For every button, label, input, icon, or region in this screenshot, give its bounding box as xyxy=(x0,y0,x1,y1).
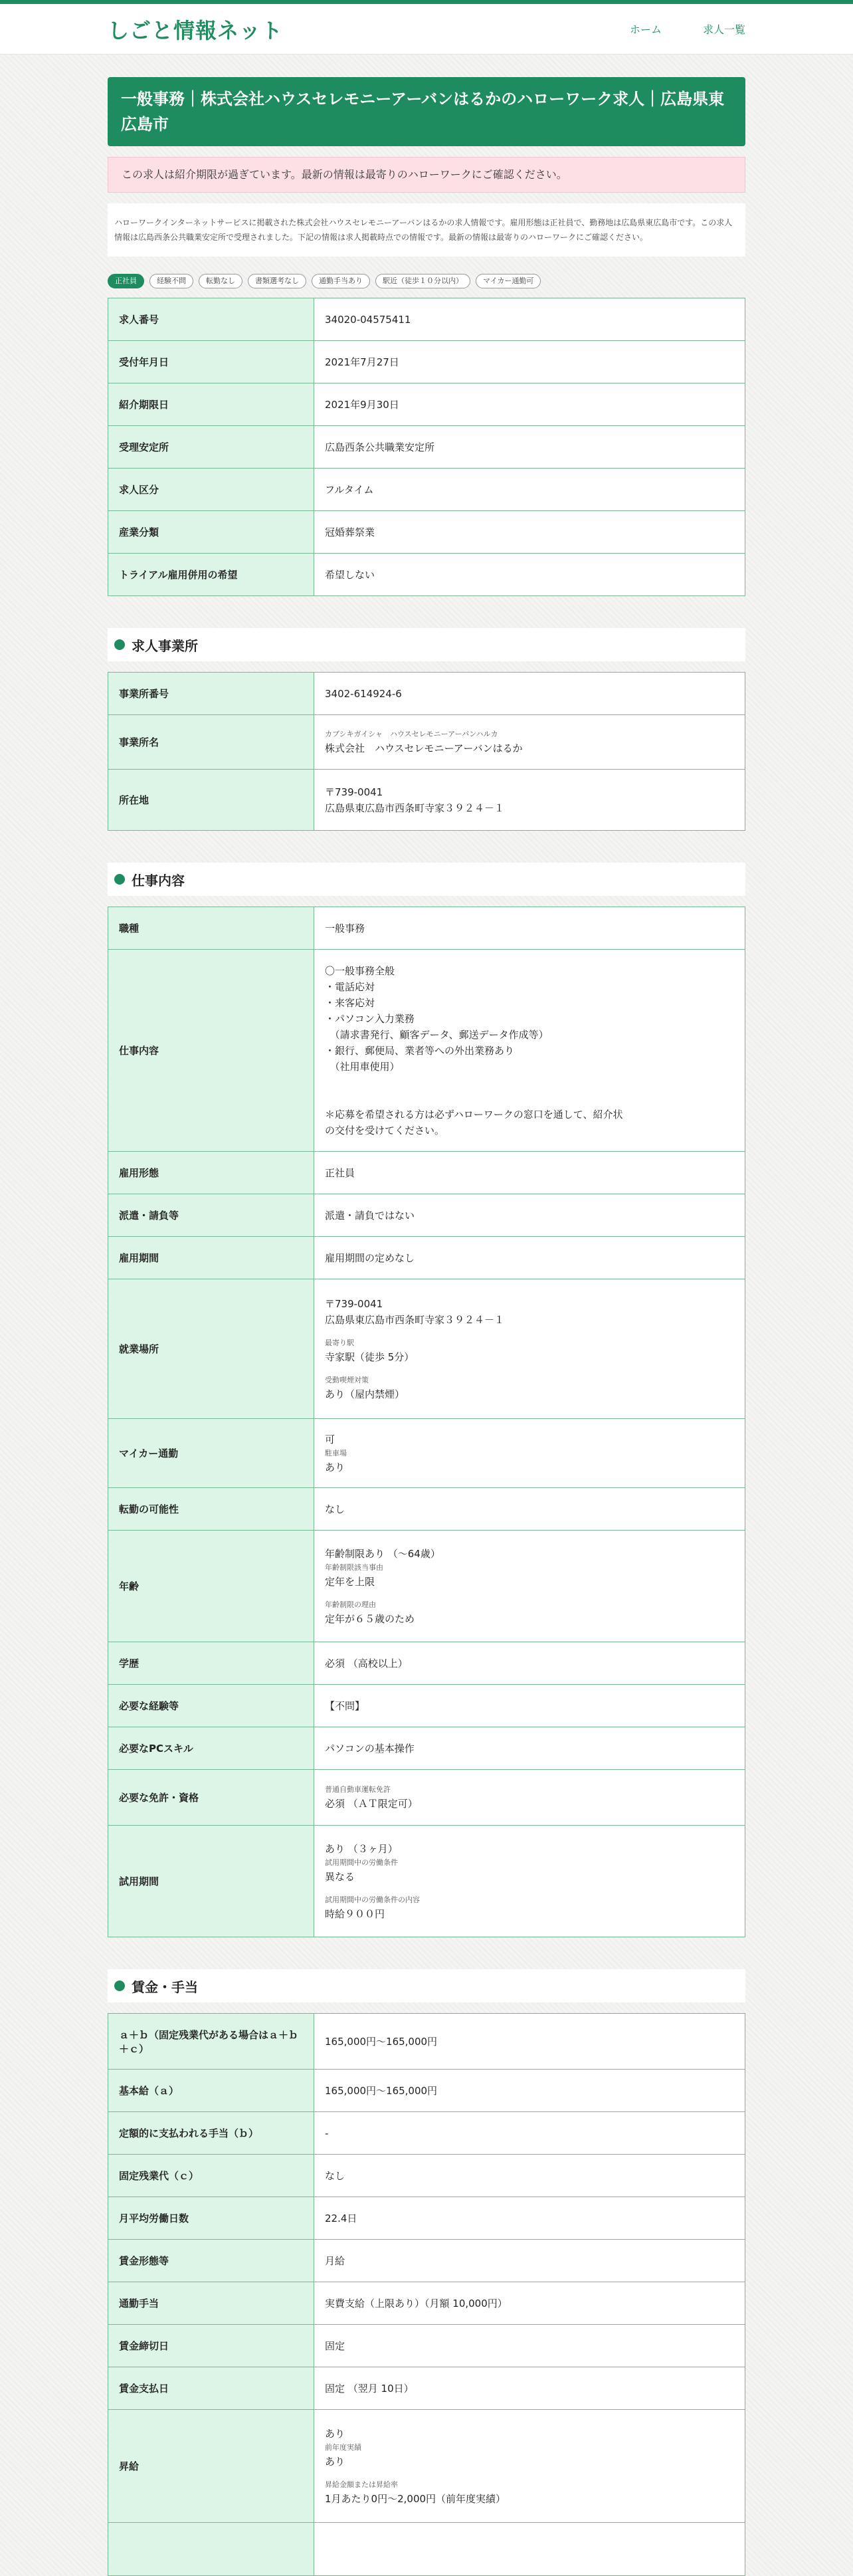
site-header xyxy=(0,4,853,54)
raise-record-label: 前年度実績 xyxy=(325,2442,361,2452)
row-label: 定額的に支払われる手当（ｂ） xyxy=(108,2112,314,2155)
station-label: 最寄り駅 xyxy=(325,1338,354,1347)
tag-commute-allowance: 通勤手当あり xyxy=(312,274,370,288)
row-value: 実費支給（上限あり）（月額 10,000円） xyxy=(314,2282,745,2325)
table-row xyxy=(108,383,745,426)
row-value: 固定 （翌月 10日） xyxy=(314,2367,745,2410)
section-title: 求人事業所 xyxy=(132,637,198,654)
bullet-dot-icon xyxy=(114,639,125,650)
transfer-possibility: なし xyxy=(314,1488,745,1531)
table-row xyxy=(108,1488,745,1531)
workplace-address: 広島県東広島市西条町寺家３９２４－１ xyxy=(325,1313,505,1326)
row-label: 賃金形態等 xyxy=(108,2240,314,2282)
site-nav xyxy=(630,21,745,37)
row-value: - xyxy=(314,2112,745,2155)
table-row xyxy=(108,2197,745,2240)
table-row xyxy=(108,1194,745,1237)
row-label: 試用期間 xyxy=(108,1826,314,1937)
row-value: 22.4日 xyxy=(314,2197,745,2240)
row-label: 職種 xyxy=(108,907,314,950)
row-label: 事業所番号 xyxy=(108,673,314,715)
table-row xyxy=(108,2070,745,2112)
table-row xyxy=(108,907,745,950)
table-row xyxy=(108,426,745,469)
row-label: 事業所名 xyxy=(108,715,314,770)
row-label: 必要な免許・資格 xyxy=(108,1770,314,1826)
tag-car-commute: マイカー通勤可 xyxy=(476,274,541,288)
row-label: 受付年月日 xyxy=(108,341,314,383)
trial-details: 時給９００円 xyxy=(325,1907,385,1920)
office-name-kana: カブシキガイシャ ハウスセレモニーアーバンハルカ xyxy=(325,729,498,738)
intro-text: ハローワークインターネットサービスに掲載された株式会社ハウスセレモニーアーバンはるかの求人情報です。雇用形態は正社員で、勤務地は広島県東広島市です。この求人情報は広島西条公共職業安定所で受理されました。下記の情報は求人掲載時点での情報です。最新の情報は最寄りのハローワークにご確認ください。 xyxy=(108,203,745,257)
license-name: 普通自動車運転免許 xyxy=(325,1784,391,1794)
section-heading-wage xyxy=(108,1969,745,2002)
main-content xyxy=(108,54,745,2576)
row-label: 賃金支払日 xyxy=(108,2367,314,2410)
table-row xyxy=(108,1642,745,1685)
table-row xyxy=(108,1531,745,1642)
job-table xyxy=(108,907,745,1937)
expired-alert: この求人は紹介期限が過ぎています。最新の情報は最寄りのハローワークにご確認ください。 xyxy=(108,157,745,193)
row-label: 仕事内容 xyxy=(108,950,314,1152)
raise: あり xyxy=(325,2427,345,2440)
section-heading-job xyxy=(108,863,745,896)
row-label: 派遣・請負等 xyxy=(108,1194,314,1237)
job-type: 一般事務 xyxy=(314,907,745,950)
table-row xyxy=(108,469,745,511)
table-row xyxy=(108,341,745,383)
car-commute: 可 xyxy=(325,1433,335,1446)
site-logo[interactable]: しごと情報ネット xyxy=(108,17,284,43)
row-value: 希望しない xyxy=(314,554,745,596)
table-row xyxy=(108,950,745,1152)
row-label: 転勤の可能性 xyxy=(108,1488,314,1531)
workplace-zip: 〒739-0041 xyxy=(325,1297,383,1310)
trial-conditions: 異なる xyxy=(325,1870,355,1883)
row-label: 産業分類 xyxy=(108,511,314,554)
row-label: 受理安定所 xyxy=(108,426,314,469)
smoking-label: 受動喫煙対策 xyxy=(325,1375,369,1384)
age-reason: 定年を上限 xyxy=(325,1575,375,1588)
office-address: 広島県東広島市西条町寺家３９２４－１ xyxy=(325,802,505,814)
tag-regular-employee: 正社員 xyxy=(108,274,144,288)
table-row xyxy=(108,298,745,341)
row-value: 月給 xyxy=(314,2240,745,2282)
education: 必須 （高校以上） xyxy=(314,1642,745,1685)
parking: あり xyxy=(325,1461,345,1473)
section-heading-office xyxy=(108,628,745,661)
section-title: 仕事内容 xyxy=(132,872,185,889)
basic-info-table xyxy=(108,298,745,596)
row-label: 基本給（ａ） xyxy=(108,2070,314,2112)
row-label: 学歴 xyxy=(108,1642,314,1685)
employment-period: 雇用期間の定めなし xyxy=(314,1237,745,1279)
office-number: 3402-614924-6 xyxy=(314,673,745,715)
table-row xyxy=(108,2367,745,2410)
table-row xyxy=(108,1685,745,1727)
tag-no-document-screening: 書類選考なし xyxy=(248,274,306,288)
raise-record: あり xyxy=(325,2455,345,2468)
nav-home-link[interactable]: ホーム xyxy=(629,23,662,36)
table-row xyxy=(108,511,745,554)
row-value: 165,000円〜165,000円 xyxy=(314,2014,745,2070)
row-value: 広島西条公共職業安定所 xyxy=(314,426,745,469)
job-description: 〇一般事務全般 ・電話応対 ・来客応対 ・パソコン入力業務 （請求書発行、顧客データ、郵送データ作成等） ・銀行、郵便局、業者等への外出業務あり （社用車使用） ＊応募を希望される方は必ずハローワークの窓口を通して、紹介状 の交付を受けてください。 xyxy=(314,950,745,1152)
row-value: 34020-04575411 xyxy=(314,298,745,341)
row-label: 賃金締切日 xyxy=(108,2325,314,2367)
row-label: 昇給 xyxy=(108,2410,314,2523)
age-cause-label: 年齢制限の理由 xyxy=(325,1600,376,1609)
table-row xyxy=(108,1237,745,1279)
trial-period: あり （３ヶ月） xyxy=(325,1842,398,1855)
row-label: 求人番号 xyxy=(108,298,314,341)
tag-no-transfer: 転勤なし xyxy=(199,274,242,288)
feature-tags xyxy=(108,274,745,288)
raise-amount-label: 昇給金額または昇給率 xyxy=(325,2480,398,2489)
row-label: 紹介期限日 xyxy=(108,383,314,426)
employment-type: 正社員 xyxy=(314,1152,745,1194)
table-row xyxy=(108,715,745,770)
row-value: なし xyxy=(314,2155,745,2197)
trial-conditions-label: 試用期間中の労働条件 xyxy=(325,1858,398,1867)
table-row xyxy=(108,1419,745,1488)
nav-job-list-link[interactable]: 求人一覧 xyxy=(702,23,745,36)
table-row xyxy=(108,2282,745,2325)
row-value: フルタイム xyxy=(314,469,745,511)
row-label: 求人区分 xyxy=(108,469,314,511)
row-label: 雇用形態 xyxy=(108,1152,314,1194)
office-name: 株式会社 ハウスセレモニーアーバンはるか xyxy=(325,742,523,754)
parking-label: 駐車場 xyxy=(325,1448,347,1457)
bullet-dot-icon xyxy=(114,874,125,885)
table-row xyxy=(108,1727,745,1770)
page-title: 一般事務｜株式会社ハウスセレモニーアーバンはるかのハローワーク求人｜広島県東広島市 xyxy=(108,77,745,146)
pc-skills: パソコンの基本操作 xyxy=(314,1727,745,1770)
trial-details-label: 試用期間中の労働条件の内容 xyxy=(325,1895,420,1904)
row-label: 年齢 xyxy=(108,1531,314,1642)
row-label: 固定残業代（ｃ） xyxy=(108,2155,314,2197)
row-label: 就業場所 xyxy=(108,1279,314,1419)
table-row xyxy=(108,2112,745,2155)
row-value: 2021年7月27日 xyxy=(314,341,745,383)
table-row xyxy=(108,2014,745,2070)
table-row xyxy=(108,770,745,831)
office-table xyxy=(108,672,745,831)
table-row xyxy=(108,2523,745,2576)
row-label: 必要な経験等 xyxy=(108,1685,314,1727)
raise-amount: 1月あたり0円〜2,000円（前年度実績） xyxy=(325,2492,506,2505)
table-row xyxy=(108,2325,745,2367)
age-cause: 定年が６５歳のため xyxy=(325,1612,415,1625)
row-label: 必要なPCスキル xyxy=(108,1727,314,1770)
row-label: マイカー通勤 xyxy=(108,1419,314,1488)
row-value: 冠婚葬祭業 xyxy=(314,511,745,554)
dispatch-status: 派遣・請負ではない xyxy=(314,1194,745,1237)
tag-near-station: 駅近（徒歩１０分以内） xyxy=(375,274,470,288)
table-row xyxy=(108,673,745,715)
section-title: 賃金・手当 xyxy=(132,1979,198,1995)
table-row xyxy=(108,2155,745,2197)
table-row xyxy=(108,1770,745,1826)
row-label: ａ＋ｂ（固定残業代がある場合はａ＋ｂ＋ｃ） xyxy=(108,2014,314,2070)
row-value: 固定 xyxy=(314,2325,745,2367)
smoking-policy: あり（屋内禁煙） xyxy=(325,1388,405,1400)
age-reason-label: 年齢制限該当事由 xyxy=(325,1562,383,1572)
table-row xyxy=(108,1279,745,1419)
tag-no-experience: 経験不問 xyxy=(149,274,193,288)
table-row xyxy=(108,2240,745,2282)
row-label: 月平均労働日数 xyxy=(108,2197,314,2240)
table-row xyxy=(108,554,745,596)
row-label: 通勤手当 xyxy=(108,2282,314,2325)
required-experience: 【不問】 xyxy=(314,1685,745,1727)
table-row xyxy=(108,1826,745,1937)
row-label: トライアル雇用併用の希望 xyxy=(108,554,314,596)
row-value: 165,000円〜165,000円 xyxy=(314,2070,745,2112)
bullet-dot-icon xyxy=(114,1981,125,1991)
row-label: 雇用期間 xyxy=(108,1237,314,1279)
license-requirement: 必須 （ＡＴ限定可） xyxy=(325,1797,418,1810)
row-value: 2021年9月30日 xyxy=(314,383,745,426)
table-row xyxy=(108,2410,745,2523)
office-zip: 〒739-0041 xyxy=(325,786,383,798)
nearest-station: 寺家駅（徒歩 5分） xyxy=(325,1350,415,1363)
row-label: 所在地 xyxy=(108,770,314,831)
table-row xyxy=(108,1152,745,1194)
wage-table xyxy=(108,2013,745,2576)
age-limit: 年齢制限あり （～64歳） xyxy=(325,1547,440,1560)
